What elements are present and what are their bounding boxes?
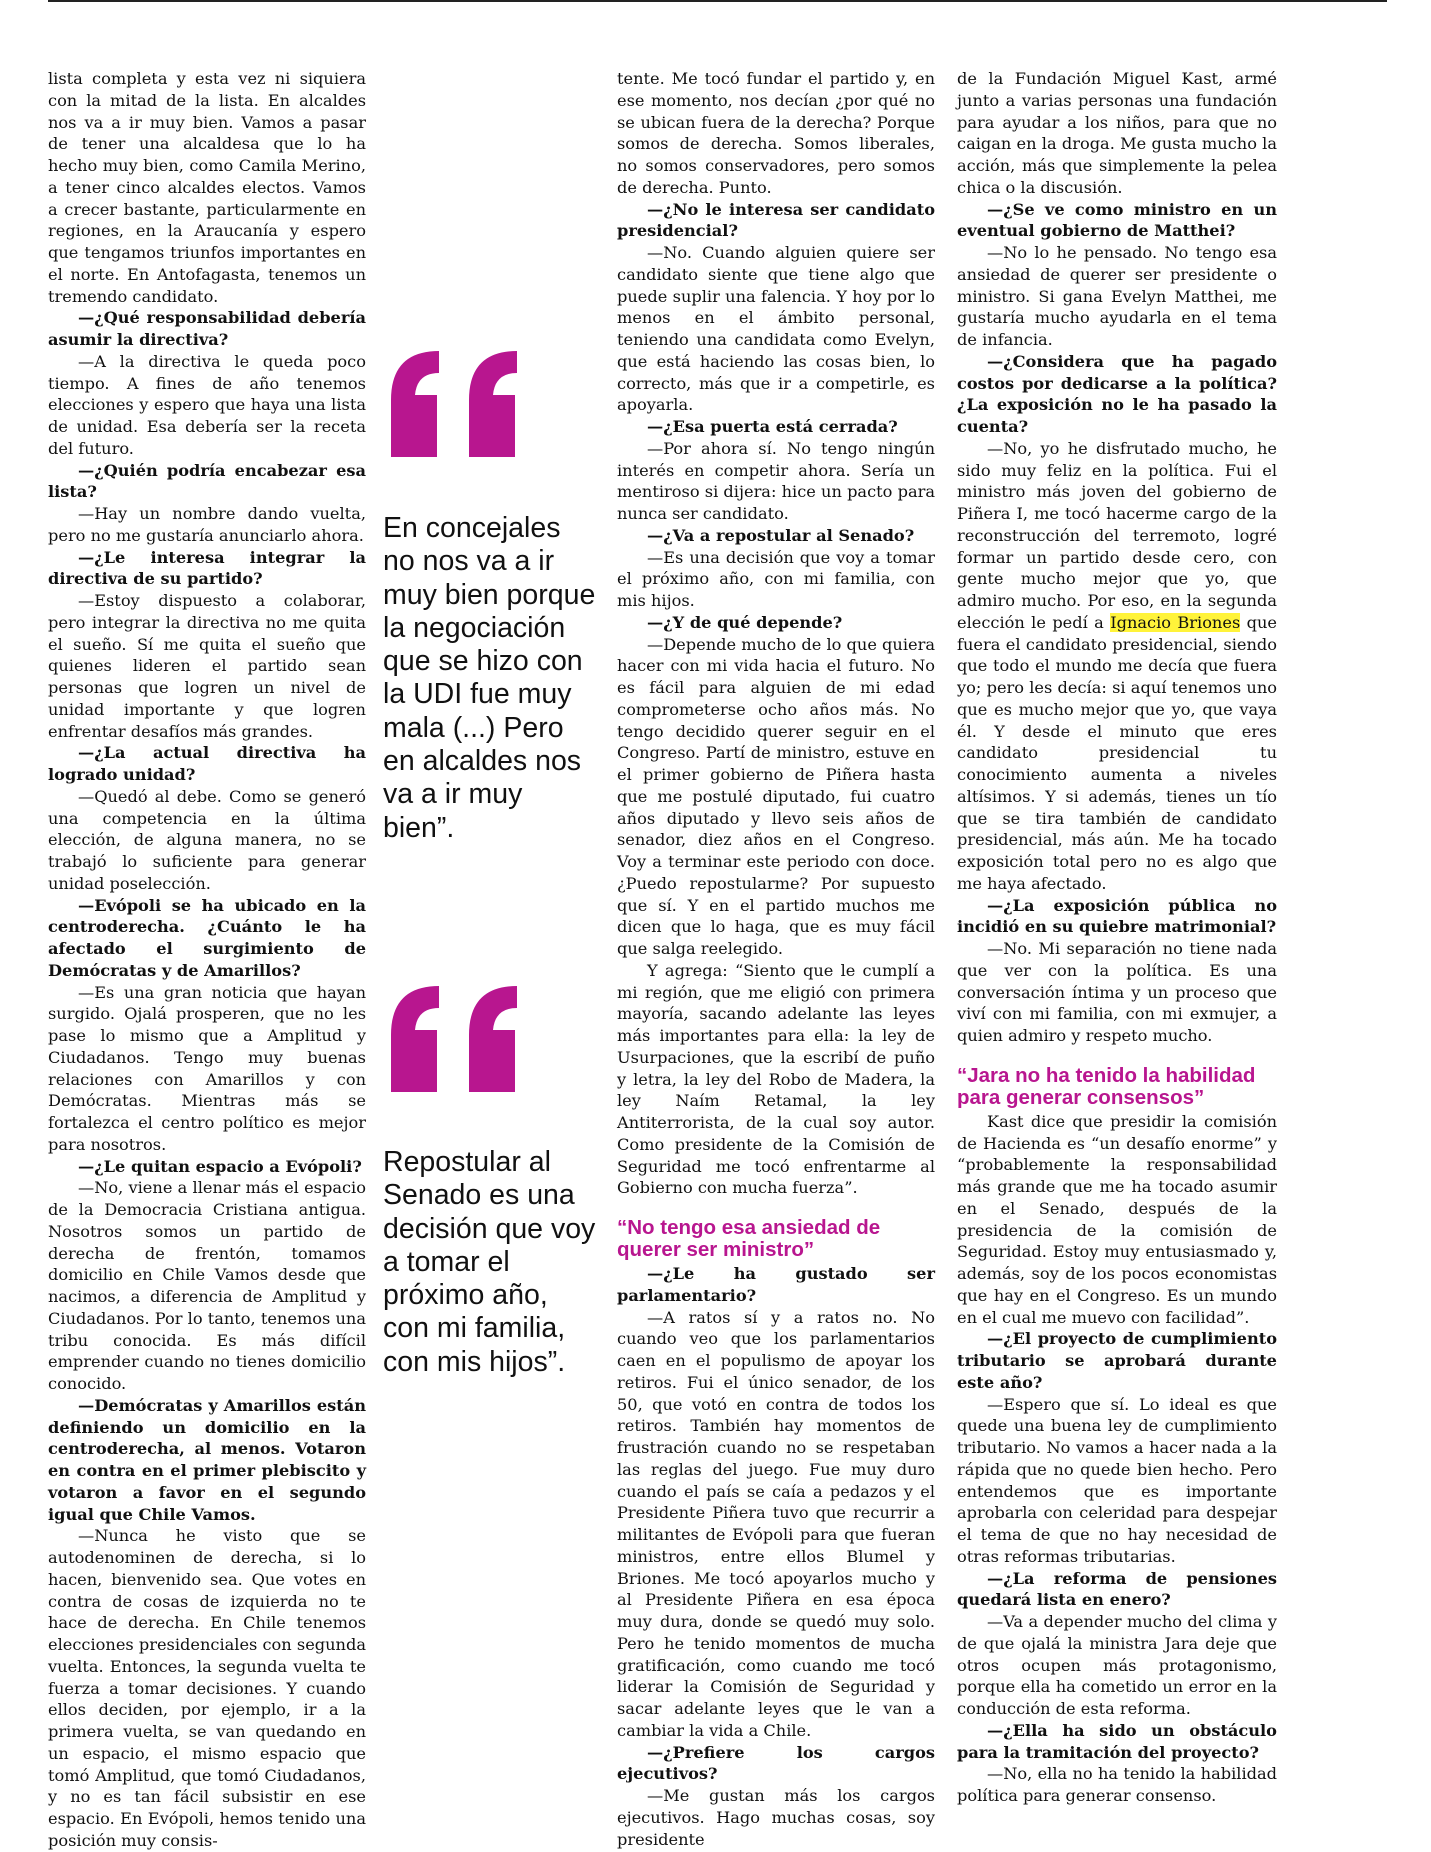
section-subheading: “No tengo esa ansiedad de querer ser ministro” bbox=[617, 1216, 881, 1261]
answer-text: que fuera el candidato presidencial, siendo que todo el mundo me decía que fuera yo; pero les decía: si aquí tenemos uno que es mucho mejor que yo, que vaya él. Y desde el minuto que eres candidato presidencial tu conocimiento aumenta a niveles altísimos. Y si además, tienes un tío que se tira también de candidato presidencial, más aún. Me ha tocado exposición total pero no es algo que me haya afectado. bbox=[957, 612, 1277, 893]
interview-question: —¿Le quitan espacio a Evópoli? bbox=[78, 1156, 362, 1176]
interview-question: —¿Y de qué depende? bbox=[647, 612, 843, 632]
answer-paragraph: —Hay un nombre dando vuelta, pero no me gustaría anunciarlo ahora. bbox=[48, 504, 366, 545]
answer-paragraph: —No. Cuando alguien quiere ser candidato siente que tiene algo que puede suplir una falencia. Y hoy por lo menos en el ámbito personal, teniendo una candidata como Evelyn, que está haciendo las cosas bien, lo correcto, más que ir a competirle, es apoyarla. bbox=[617, 243, 935, 415]
interview-question: —¿Le ha gustado ser parlamentario? bbox=[617, 1264, 935, 1305]
interview-question: —¿Esa puerta está cerrada? bbox=[647, 417, 898, 436]
answer-paragraph: —Es una decisión que voy a tomar el próximo año, con mi familia, con mis hijos. bbox=[617, 547, 935, 610]
interview-question: —¿Va a repostular al Senado? bbox=[647, 525, 915, 545]
interview-question: —¿Le interesa integrar la directiva de su partido? bbox=[48, 547, 366, 589]
open-quote-icon bbox=[383, 345, 533, 460]
interview-question: —¿Prefiere los cargos ejecutivos? bbox=[617, 1742, 935, 1784]
interview-question: —¿No le interesa ser candidato presidencial? bbox=[617, 199, 935, 241]
section-subheading: “Jara no ha tenido la habilidad para generar consensos” bbox=[957, 1063, 1256, 1109]
article-column-2 bbox=[617, 68, 935, 1850]
answer-paragraph: —Depende mucho de lo que quiera hacer con mi vida hacia el futuro. No es fácil para alguien de mi edad comprometerse ocho años más. No tengo decidido querer seguir en el Congreso. Partí de ministro, estuve en el primer gobierno de Piñera hasta que me postulé diputado, fui cuatro años diputado y llevo seis años de senador, diez años en el Congreso. Voy a terminar este periodo con doce. ¿Puedo repostularme? Por supuesto que sí. Y en el partido muchos me dicen que lo haga, que es muy fácil que salga reelegido. bbox=[617, 634, 935, 958]
answer-paragraph: —Quedó al debe. Como se generó una competencia en la última elección, de alguna manera, no se trabajó lo suficiente para generar unidad poselección. bbox=[48, 786, 366, 893]
interview-question: —Demócratas y Amarillos están definiendo un domicilio en la centroderecha, al menos. Votaron en contra en el primer plebiscito y votaron a favor en el segundo igual que Chile Vamos. bbox=[48, 1395, 366, 1524]
pull-quote-1: En concejales no nos va a ir muy bien porque la negociación que se hizo con la UDI fue muy mala (...) Pero en alcaldes nos va a ir muy bien”. bbox=[383, 512, 596, 844]
interview-question: —¿Qué responsabilidad debería asumir la directiva? bbox=[48, 308, 366, 349]
answer-paragraph: —No, viene a llenar más el espacio de la Democracia Cristiana antigua. Nosotros somos un partido de derecha de frentón, tomamos domicilio en Chile Vamos desde que nacimos, a diferencia de Amplitud y Ciudadanos. Por lo tanto, tenemos una tribu conocida. Es más difícil emprender cuando no tienes domicilio conocido. bbox=[48, 1178, 366, 1393]
answer-paragraph: —No lo he pensado. No tengo esa ansiedad de querer ser presidente o ministro. Si gana Evelyn Matthei, me gustaría mucho ayudarla en el tema de infancia. bbox=[957, 243, 1277, 349]
interview-question: —¿La actual directiva ha logrado unidad? bbox=[48, 743, 366, 784]
open-quote-icon bbox=[383, 980, 533, 1095]
answer-paragraph: —Espero que sí. Lo ideal es que quede una buena ley de cumplimiento tributario. No vamos a hacer nada a la rápida que no quede bien hecho. Pero entendemos que es importante aprobarla con celeridad para despejar el tema de que no hay necesidad de otras reformas tributarias. bbox=[957, 1394, 1277, 1566]
interview-question: —¿La reforma de pensiones quedará lista en enero? bbox=[957, 1568, 1277, 1610]
answer-paragraph: Y agrega: “Siento que le cumplí a mi región, que me eligió con primera mayoría, sacando adelante las leyes más importantes para ella: la ley de Usurpaciones, que la escribí de puño y letra, la ley del Robo de Madera, la ley Naím Retamal, la ley Antiterrorista, de la cual soy autor. Como presidente de la Comisión de Seguridad me tocó enfrentarme al Gobierno con mucha fuerza”. bbox=[617, 960, 935, 1198]
answer-paragraph: —Nunca he visto que se autodenominen de derecha, si lo hacen, bienvenido sea. Que votes en contra de cosas de izquierda no te hace de derecha. En Chile tenemos elecciones presidenciales con segunda vuelta. Entonces, la segunda vuelta te fuerza a tomar decisiones. Y cuando ellos deciden, por ejemplo, ir a la primera vuelta, se van quedando en un espacio, el mismo espacio que tomó Amplitud, que tomó Ciudadanos, y no es tan fácil subsistir en ese espacio. En Evópoli, hemos tenido una posición muy consis- bbox=[48, 1526, 366, 1850]
interview-question: —¿El proyecto de cumplimiento tributario se aprobará durante este año? bbox=[957, 1329, 1277, 1392]
answer-paragraph: —No, ella no ha tenido la habilidad política para generar consenso. bbox=[957, 1764, 1277, 1805]
highlighted-name: Ignacio Briones bbox=[1110, 612, 1241, 632]
answer-paragraph: lista completa y esta vez ni siquiera con la mitad de la lista. En alcaldes nos va a ir muy bien. Vamos a pasar de tener una alcaldesa que lo ha hecho muy bien, como Camila Merino, a tener cinco alcaldes electos. Vamos a crecer bastante, particularmente en regiones, en la Araucanía y espero que tengamos triunfos importantes en el norte. En Antofagasta, tenemos un tremendo candidato. bbox=[48, 69, 366, 306]
answer-paragraph: tente. Me tocó fundar el partido y, en ese momento, nos decían ¿por qué no se ubican fuera de la derecha? Porque somos de derecha. Somos liberales, no somos conservadores, pero somos de derecha. Punto. bbox=[617, 69, 935, 197]
interview-question: —Evópoli se ha ubicado en la centroderecha. ¿Cuánto le ha afectado el surgimiento de Demócratas y de Amarillos? bbox=[48, 895, 366, 980]
article-column-1 bbox=[48, 68, 366, 1852]
answer-text: —No, yo he disfrutado mucho, he sido muy feliz en la política. Fui el ministro más joven del gobierno de Piñera I, me tocó hacerme cargo de la reconstrucción del terremoto, logré formar un partido desde cero, con gente mucho mejor que yo, que admiro mucho. Por eso, en la segunda elección le pedí a bbox=[957, 438, 1277, 632]
interview-question: —¿Ella ha sido un obstáculo para la tramitación del proyecto? bbox=[957, 1720, 1277, 1762]
answer-paragraph: —No. Mi separación no tiene nada que ver con la política. Es una conversación íntima y un proceso que viví con mi familia, con mi exmujer, a quien admiro y respeto mucho. bbox=[957, 939, 1277, 1045]
answer-paragraph: de la Fundación Miguel Kast, armé junto a varias personas una fundación para ayudar a los niños, para que no caigan en la droga. Me gusta mucho la acción, más que simplemente la pelea chica o la discusión. bbox=[957, 69, 1277, 197]
answer-paragraph: —A la directiva le queda poco tiempo. A fines de año tenemos elecciones y espero que haya una lista de unidad. Esa debería ser la receta del futuro. bbox=[48, 351, 366, 458]
interview-question: —¿Se ve como ministro en un eventual gobierno de Matthei? bbox=[957, 199, 1277, 241]
interview-question: —¿Quién podría encabezar esa lista? bbox=[48, 460, 366, 502]
interview-question: —¿Considera que ha pagado costos por dedicarse a la política? ¿La exposición no le ha pasado la cuenta? bbox=[957, 351, 1277, 436]
answer-paragraph: —Por ahora sí. No tengo ningún interés en competir ahora. Sería un mentiroso si dijera: hice un pacto para nunca ser candidato. bbox=[617, 438, 935, 523]
top-rule bbox=[48, 0, 1387, 2]
answer-paragraph: —A ratos sí y a ratos no. No cuando veo que los parlamentarios caen en el populismo de apoyar los retiros. Fui el único senador, de los 50, que votó en contra de todos los retiros. También hay momentos de frustración cuando no se respetaban las reglas del juego. Fue muy duro cuando el país se caía a pedazos y el Presidente Piñera tuvo que recurrir a militantes de Evópoli para que fueran ministros, entre ellos Blumel y Briones. Me tocó apoyarlos mucho y al Presidente Piñera en esa época muy dura, donde se quedó muy solo. Pero he tenido momentos de mucha gratificación, como cuando me tocó liderar la Comisión de Seguridad y sacar adelante leyes que le van a cambiar la vida a Chile. bbox=[617, 1307, 935, 1740]
answer-paragraph bbox=[957, 438, 1277, 895]
answer-paragraph: —Estoy dispuesto a colaborar, pero integrar la directiva no me quita el sueño. Sí me quita el sueño que quienes lideren el partido sean personas que logren un nivel de unidad importante y que logren enfrentar desafíos más grandes. bbox=[48, 591, 366, 741]
interview-question: —¿La exposición pública no incidió en su quiebre matrimonial? bbox=[957, 895, 1277, 937]
pull-quote-2: Repostular al Senado es una decisión que voy a tomar el próximo año, con mi familia, con mis hijos”. bbox=[383, 1146, 596, 1378]
answer-paragraph: Kast dice que presidir la comisión de Hacienda es “un desafío enorme” y “probablemente la responsabilidad más grande que me ha tocado asumir en el Senado, después de la presidencia de la comisión de Seguridad. Estoy muy entusiasmado y, además, soy de los pocos economistas que hay en el Congreso. Es un mundo en el cual me muevo con facilidad”. bbox=[957, 1111, 1277, 1327]
answer-paragraph: —Me gustan más los cargos ejecutivos. Hago muchas cosas, soy presidente bbox=[617, 1786, 935, 1849]
answer-paragraph: —Es una gran noticia que hayan surgido. Ojalá prosperen, que no les pase lo mismo que a Amplitud y Ciudadanos. Tengo muy buenas relaciones con Amarillos y con Demócratas. Mientras más se fortalezca el centro político es mejor para nosotros. bbox=[48, 982, 366, 1154]
answer-paragraph: —Va a depender mucho del clima y de que ojalá la ministra Jara deje que otros ocupen más protagonismo, porque ella ha cometido un error en la conducción de esta reforma. bbox=[957, 1612, 1277, 1718]
article-column-3 bbox=[957, 68, 1277, 1807]
